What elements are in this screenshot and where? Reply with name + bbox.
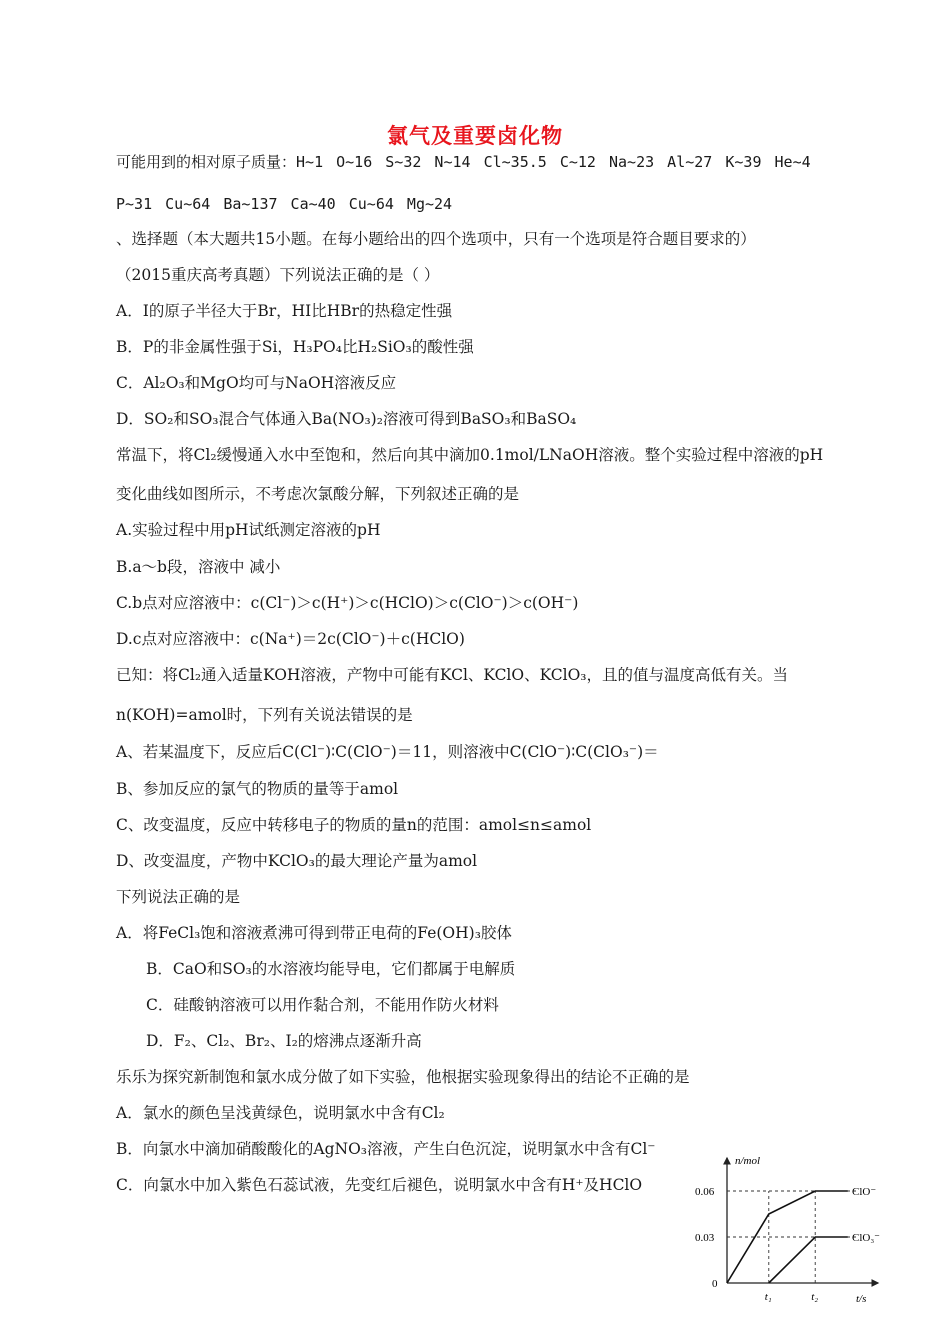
q3-option-a: A、若某温度下，反应后C(Cl⁻)∶C(ClO⁻)＝11，则溶液中C(ClO⁻)∶C(ClO₃⁻)＝	[116, 743, 659, 761]
q1-option-d: D．SO₂和SO₃混合气体通入Ba(NO₃)₂溶液可得到BaSO₃和BaSO₄	[116, 410, 577, 428]
q5-stem: 乐乐为探究新制饱和氯水成分做了如下实验，他根据实验现象得出的结论不正确的是	[116, 1068, 690, 1086]
q3-option-c: C、改变温度，反应中转移电子的物质的量n的范围：amol≤n≤amol	[116, 816, 592, 834]
q2-stem-1: 常温下，将Cl₂缓慢通入水中至饱和，然后向其中滴加0.1mol/LNaOH溶液。整个实验过程中溶液的pH	[116, 446, 824, 464]
q3-option-b: B、参加反应的氯气的物质的量等于amol	[116, 780, 399, 798]
q2-option-b: B.a～b段，溶液中 减小	[116, 558, 281, 576]
q3-option-d: D、改变温度，产物中KClO₃的最大理论产量为amol	[116, 852, 478, 870]
q1-option-c: C．Al₂O₃和MgO均可与NaOH溶液反应	[116, 374, 397, 392]
q2-option-a: A.实验过程中用pH试纸测定溶液的pH	[116, 521, 381, 539]
series-label-clo: ClO⁻	[852, 1186, 877, 1198]
y-tick-label-1: 0.06	[695, 1186, 715, 1198]
atomic-masses-line-1: 可能用到的相对原子质量：H~1 O~16 S~32 N~14 Cl~35.5 C~12 Na~23 Al~27 K~39 He~4	[116, 153, 811, 171]
q4-option-a: A．将FeCl₃饱和溶液煮沸可得到带正电荷的Fe(OH)₃胶体	[116, 924, 512, 942]
q4-stem: 下列说法正确的是	[116, 888, 241, 906]
series-line-1	[769, 1237, 848, 1283]
q1-option-b: B．P的非金属性强于Si，H₃PO₄比H₂SiO₃的酸性强	[116, 338, 474, 356]
y-tick-label-0: 0.03	[695, 1232, 715, 1244]
y-axis-label: n/mol	[735, 1155, 761, 1167]
q5-option-c: C．向氯水中加入紫色石蕊试液，先变红后褪色，说明氯水中含有H⁺及HClO	[116, 1176, 643, 1194]
q4-option-c: C．硅酸钠溶液可以用作黏合剂，不能用作防火材料	[146, 996, 499, 1014]
q3-stem-2: n(KOH)=amol时，下列有关说法错误的是	[116, 706, 413, 724]
q1-option-a: A．I的原子半径大于Br，HI比HBr的热稳定性强	[116, 302, 453, 320]
q4-option-b: B．CaO和SO₃的水溶液均能导电，它们都属于电解质	[146, 960, 516, 978]
q1-stem: （2015重庆高考真题）下列说法正确的是（ ）	[116, 266, 440, 284]
q3-stem-1: 已知：将Cl₂通入适量KOH溶液，产物中可能有KCl、KClO、KClO₃，且的值与温度高低有关。当	[116, 666, 788, 684]
q2-option-d: D.c点对应溶液中：c(Na⁺)＝2c(ClO⁻)＋c(HClO)	[116, 630, 465, 648]
q5-option-a: A．氯水的颜色呈浅黄绿色，说明氯水中含有Cl₂	[116, 1104, 445, 1122]
x-tick-label-0: t₁	[764, 1291, 772, 1303]
x-axis-label: t/s	[856, 1293, 867, 1305]
q4-option-d: D．F₂、Cl₂、Br₂、I₂的熔沸点逐渐升高	[146, 1032, 422, 1050]
page-title: 氯气及重要卤化物	[387, 124, 563, 148]
mole-time-chart	[690, 1150, 890, 1310]
series-label-clo3: ClO₃⁻	[852, 1232, 880, 1244]
atomic-masses-line-2: P~31 Cu~64 Ba~137 Ca~40 Cu~64 Mg~24	[116, 195, 453, 213]
q2-option-c: C.b点对应溶液中：c(Cl⁻)＞c(H⁺)＞c(HClO)＞c(ClO⁻)＞c(OH⁻)	[116, 594, 579, 612]
section-heading: 、选择题（本大题共15小题。在每小题给出的四个选项中，只有一个选项是符合题目要求的）	[116, 230, 756, 248]
q5-option-b: B．向氯水中滴加硝酸酸化的AgNO₃溶液，产生白色沉淀，说明氯水中含有Cl⁻	[116, 1140, 656, 1158]
x-tick-label-1: t₂	[811, 1291, 819, 1303]
q2-stem-2: 变化曲线如图所示，不考虑次氯酸分解，下列叙述正确的是	[116, 485, 520, 503]
origin-label: 0	[712, 1278, 718, 1290]
